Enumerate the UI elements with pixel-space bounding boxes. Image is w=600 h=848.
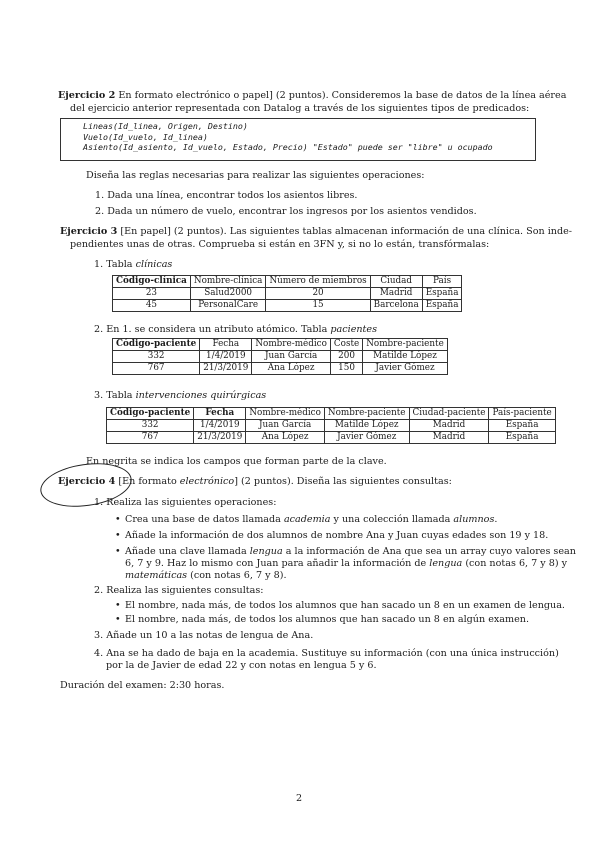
col-header: Nombre-paciente: [324, 408, 409, 420]
list-item: 4. Ana se ha dado de baja en la academia. Sustituye su información (con una única instrucción): [94, 648, 559, 659]
col-header: Nombre-médico: [246, 408, 325, 420]
ej2-instruction: Diseña las reglas necesarias para realizar las siguientes operaciones:: [86, 170, 425, 181]
table-pacientes: [112, 338, 448, 375]
list-item: 3. Añade un 10 a las notas de lengua de Ana.: [94, 630, 314, 641]
predicate-line: Asiento(Id_asiento, Id_vuelo, Estado, Precio) "Estado" puede ser "libre" u ocupado: [83, 142, 493, 152]
col-header: País-paciente: [489, 408, 555, 420]
table-row: 332 1/4/2019 Juan García Matilde López Madrid España: [107, 420, 556, 432]
col-header: Código-clínica: [113, 276, 191, 288]
ej3-line1: Ejercicio 3 [En papel] (2 puntos). Las siguientes tablas almacenan información de una clínica. Son inde-: [60, 226, 573, 237]
tabla-pacientes-caption: 2. En 1. se considera un atributo atómico. Tabla pacientes: [94, 324, 378, 335]
col-header: Fecha: [194, 408, 246, 420]
predicate-line: Lineas(Id_linea, Origen, Destino): [83, 121, 248, 131]
table-row: 23 Salud2000 20 Madrid España: [113, 288, 462, 300]
table-row: 767 21/3/2019 Ana López 150 Javier Gómez: [113, 363, 448, 375]
list-item-cont: por la de Javier de edad 22 y con notas en lengua 5 y 6.: [106, 660, 377, 671]
table-row: 45 PersonalCare 15 Barcelona España: [113, 300, 462, 312]
col-header: Nombre-clínica: [190, 276, 266, 288]
list-item: 1. Dada una línea, encontrar todos los asientos libres.: [95, 190, 358, 201]
tabla-intervenciones-caption: 3. Tabla intervenciones quirúrgicas: [94, 390, 267, 401]
col-header: Nombre-médico: [252, 339, 331, 351]
list-item: 2. Dada un número de vuelo, encontrar los ingresos por los asientos vendidos.: [95, 206, 477, 217]
bullet-item: • El nombre, nada más, de todos los alumnos que han sacado un 8 en un examen de lengua.: [115, 600, 565, 611]
ej4-header: Ejercicio 4 [En formato electrónico] (2 puntos). Diseña las siguientes consultas:: [58, 476, 452, 487]
tabla-clinicas-caption: 1. Tabla clínicas: [94, 259, 173, 270]
col-header: Coste: [330, 339, 362, 351]
col-header: Nombre-paciente: [363, 339, 448, 351]
table-row: 332 1/4/2019 Juan García 200 Matilde López: [113, 351, 448, 363]
ej2-line1: Ejercicio 2 En formato electrónico o papel] (2 puntos). Consideremos la base de datos de la línea aérea: [58, 90, 567, 101]
bullet-item-cont: matemáticas (con notas 6, 7 y 8).: [125, 570, 287, 581]
bullet-item: • Añade la información de dos alumnos de nombre Ana y Juan cuyas edades son 19 y 18.: [115, 530, 549, 541]
bullet-item-cont: 6, 7 y 9. Haz lo mismo con Juan para añadir la información de lengua (con notas 6, 7 y 8) y: [125, 558, 568, 569]
col-header: Número de miembros: [266, 276, 370, 288]
col-header: Código-paciente: [113, 339, 200, 351]
col-header: Código-paciente: [107, 408, 194, 420]
table-intervenciones: [106, 407, 556, 444]
predicate-line: Vuelo(Id_vuelo, Id_linea): [83, 131, 208, 142]
col-header: País: [422, 276, 462, 288]
table-row: 767 21/3/2019 Ana López Javier Gómez Madrid España: [107, 432, 556, 444]
exam-duration: Duración del examen: 2:30 horas.: [60, 680, 225, 691]
table-clinicas: [112, 275, 462, 312]
ej2-line2: del ejercicio anterior representada con Datalog a través de los siguientes tipos de predicados:: [70, 103, 530, 114]
list-item: 1. Realiza las siguientes operaciones:: [94, 497, 277, 508]
col-header: Ciudad: [370, 276, 422, 288]
col-header: Ciudad-paciente: [409, 408, 489, 420]
ej3-line2: pendientes unas de otras. Comprueba si están en 3FN y, si no lo están, transfórmalas:: [70, 239, 490, 250]
bullet-item: • Crea una base de datos llamada academia y una colección llamada alumnos.: [115, 514, 498, 525]
ej3-note: En negrita se indica los campos que forman parte de la clave.: [86, 456, 387, 467]
predicates-box: [60, 118, 536, 161]
list-item: 2. Realiza las siguientes consultas:: [94, 585, 264, 596]
col-header: Fecha: [200, 339, 252, 351]
page-number: 2: [296, 793, 303, 804]
bullet-item: • Añade una clave llamada lengua a la información de Ana que sea un array cuyo valores sean: [115, 546, 576, 557]
bullet-item: • El nombre, nada más, de todos los alumnos que han sacado un 8 en algún examen.: [115, 614, 530, 625]
